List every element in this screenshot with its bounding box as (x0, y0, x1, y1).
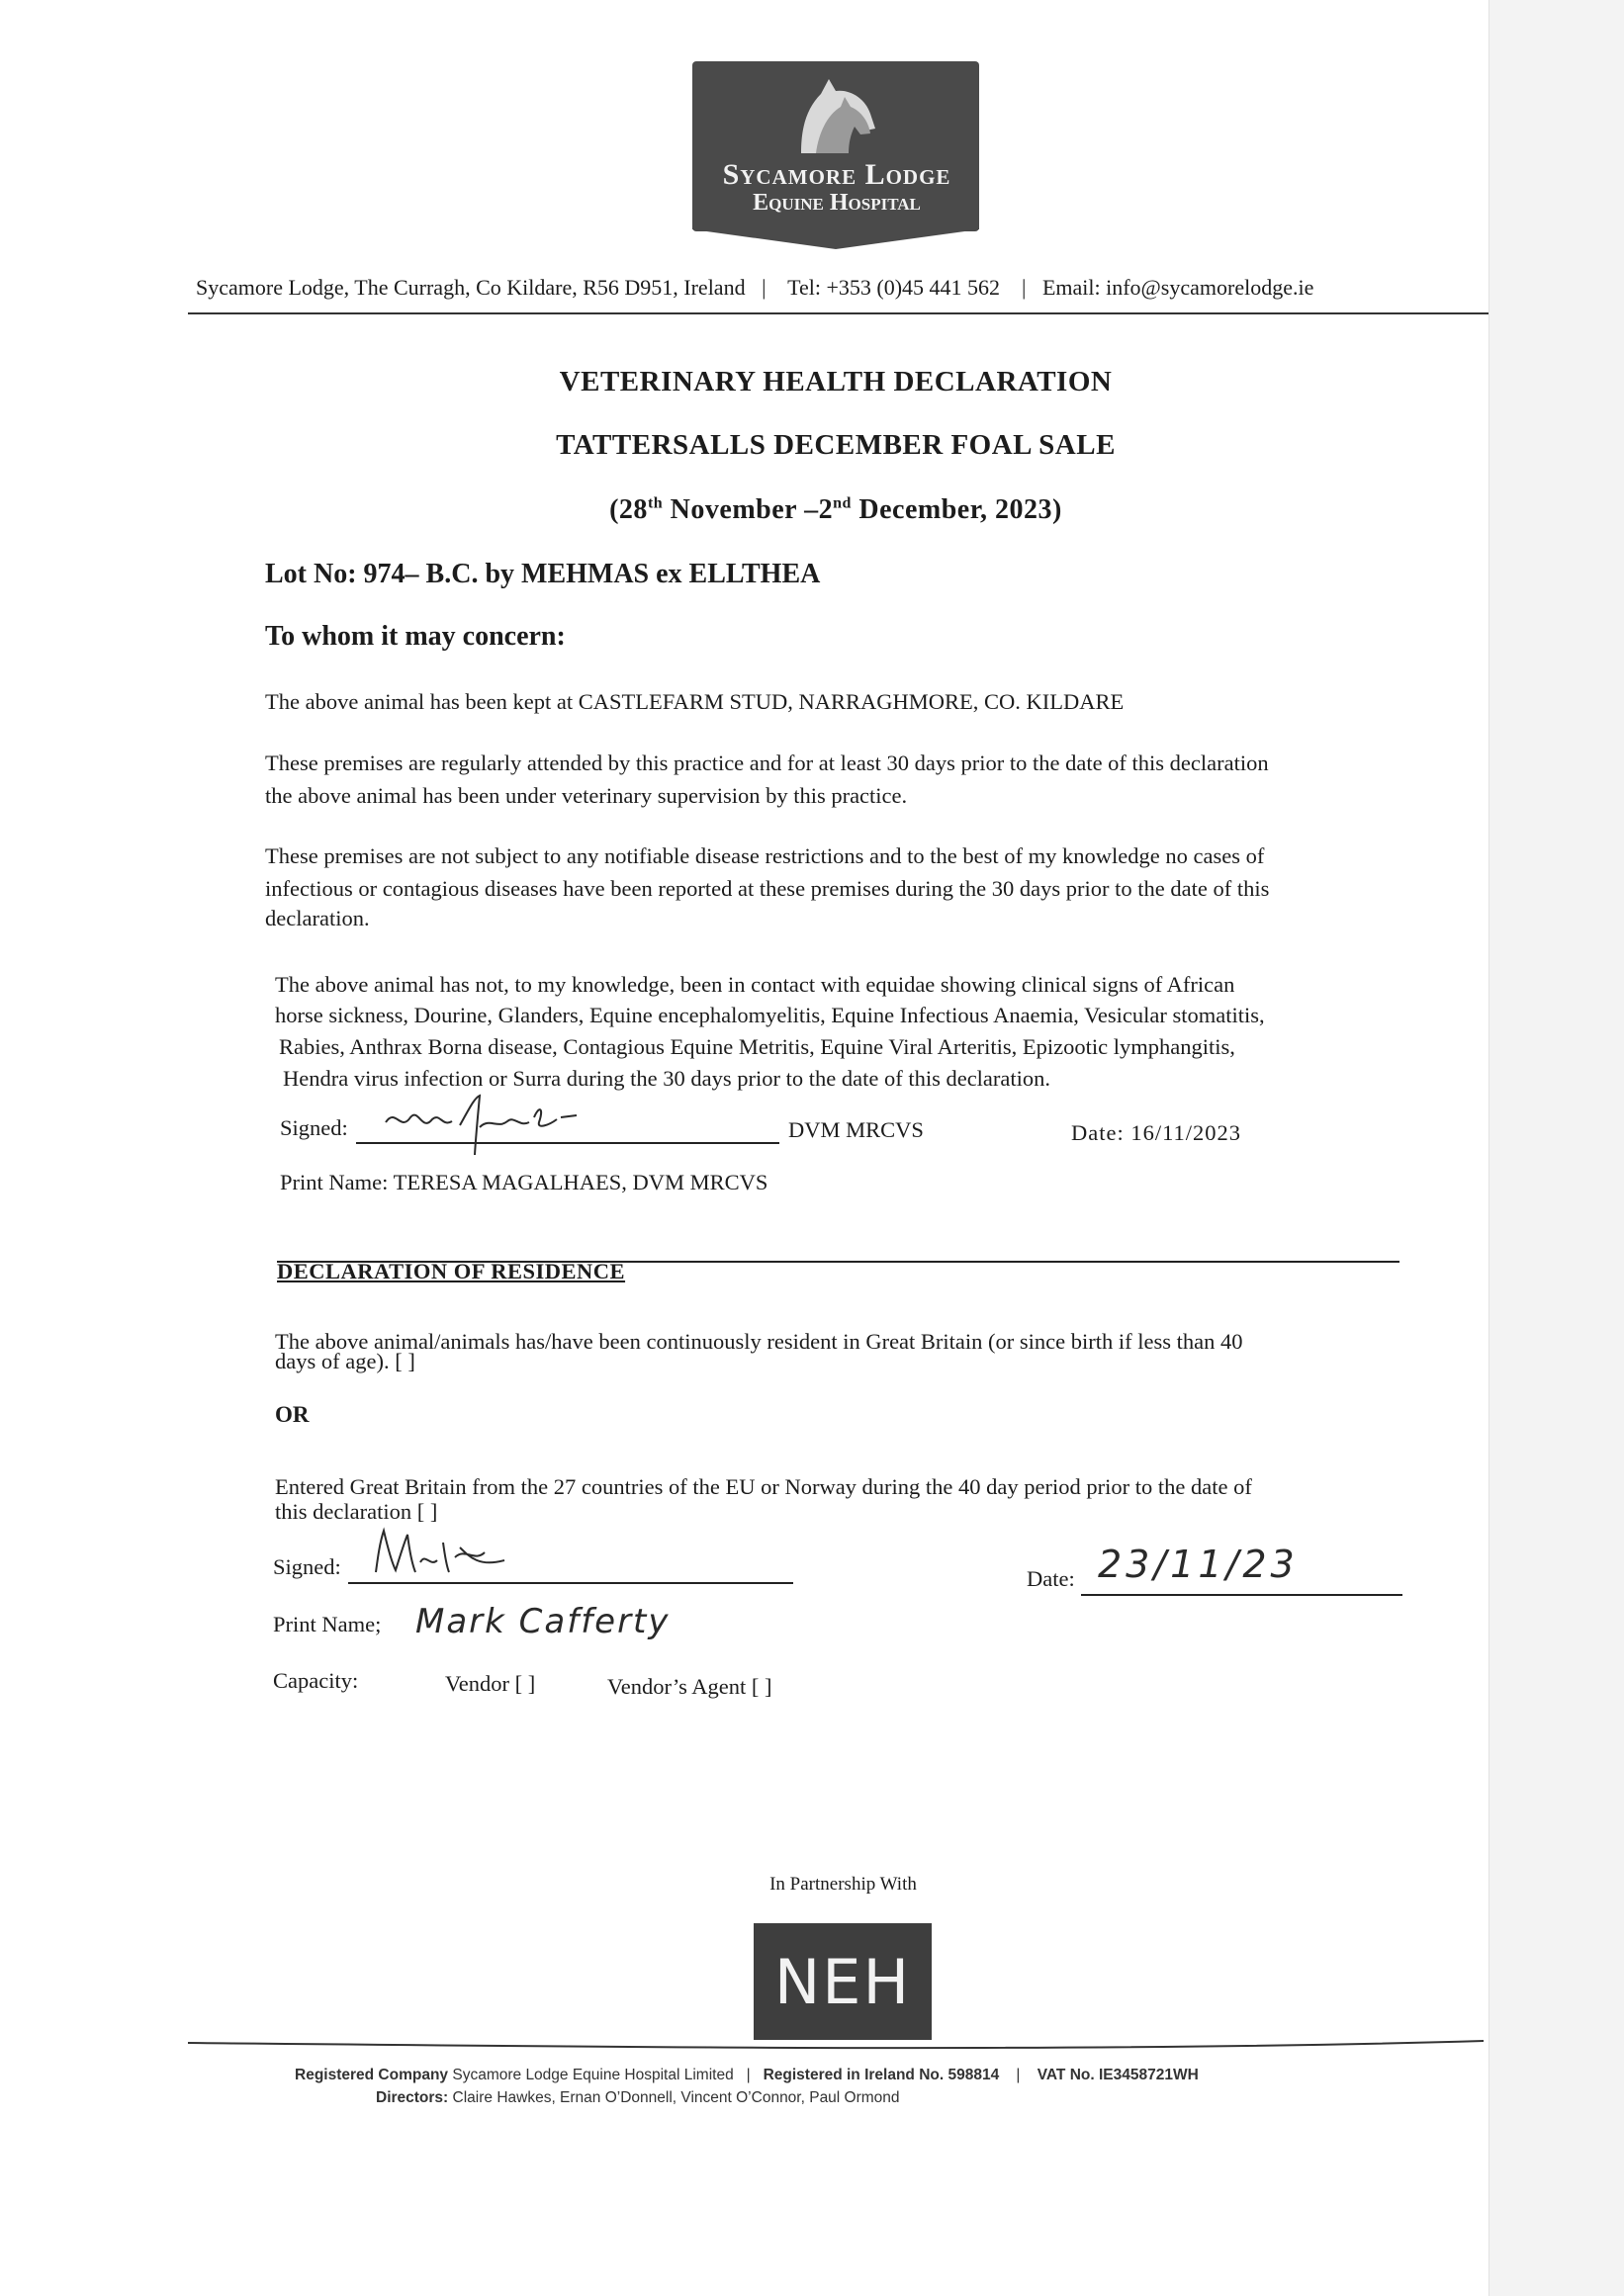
kept-statement: The above animal has been kept at CASTLEFARM STUD, NARRAGHMORE, CO. KILDARE (265, 689, 1125, 714)
paragraph-line: Hendra virus infection or Surra during the 30 days prior to the date of this declaration. (283, 1066, 1051, 1091)
vet-qualification: DVM MRCVS (788, 1117, 924, 1142)
footer-registration: Registered Company Sycamore Lodge Equine Hospital Limited | Registered in Ireland No. 598814 | VAT No. IE3458721WH (295, 2067, 1199, 2083)
date-line (1081, 1594, 1402, 1596)
neh-logo-text: NEH (773, 1946, 912, 2018)
signed-label: Signed: (280, 1115, 348, 1140)
capacity-label: Capacity: (273, 1668, 359, 1693)
vat-number: VAT No. IE3458721WH (1037, 2067, 1199, 2083)
separator: | (1005, 275, 1038, 300)
vet-signature-scribble (381, 1088, 588, 1157)
header-divider (188, 312, 1489, 314)
logo-subtitle: Equine Hospital (753, 190, 921, 216)
logo-banner-shape (692, 220, 979, 249)
signed-label: Signed: (273, 1554, 341, 1579)
vet-date (1071, 1120, 1241, 1146)
paragraph-line: declaration. (265, 906, 370, 930)
paragraph-line: horse sickness, Dourine, Glanders, Equine encephalomyelitis, Equine Infectious Anaemia, Vesicular stomatitis, (275, 1003, 1265, 1027)
paragraph-line: Entered Great Britain from the 27 countries of the EU or Norway during the 40 day period prior to the date of (275, 1474, 1252, 1499)
logo-title: Sycamore Lodge (722, 158, 951, 191)
paragraph-line: this declaration [ ] (275, 1499, 438, 1524)
lot-number: Lot No: 974– B.C. by MEHMAS ex ELLTHEA (265, 559, 821, 589)
paragraph-line: infectious or contagious diseases have been reported at these premises during the 30 days prior to the date of this (265, 876, 1270, 901)
sale-title: TATTERSALLS DECEMBER FOAL SALE (556, 429, 1116, 461)
partner-label: In Partnership With (769, 1874, 917, 1895)
date-label: Date: (1071, 1120, 1125, 1145)
horse-heads-icon (781, 69, 890, 158)
phone: Tel: +353 (0)45 441 562 (787, 275, 1001, 300)
date-value: 16/11/2023 (1130, 1120, 1242, 1145)
separator: | (751, 275, 782, 300)
paragraph-line: The above animal/animals has/have been continuously resident in Great Britain (or since birth if less than 40 (275, 1329, 1243, 1354)
paragraph-line: These premises are regularly attended by this practice and for at least 30 days prior to the date of this declaration (265, 751, 1269, 775)
vendor-checkbox: Vendor [ ] (445, 1671, 536, 1696)
date-label: Date: (1027, 1566, 1075, 1591)
reg-number: Registered in Ireland No. 598814 (763, 2067, 1000, 2083)
email: Email: info@sycamorelodge.ie (1041, 275, 1314, 300)
print-name-value: Mark Cafferty (415, 1602, 671, 1641)
registered-label: Registered Company (295, 2067, 449, 2083)
paragraph-line: Rabies, Anthrax Borna disease, Contagious Equine Metritis, Equine Viral Arteritis, Epizootic lymphangitis, (279, 1034, 1235, 1059)
paragraph-line: the above animal has been under veterinary supervision by this practice. (265, 783, 908, 808)
residence-date-value: 23/11/23 (1098, 1543, 1299, 1586)
signature-line (348, 1582, 793, 1584)
contact-line (196, 275, 1313, 301)
sale-dates: (28th November –2nd December, 2023) (609, 494, 1062, 525)
address: Sycamore Lodge, The Curragh, Co Kildare, R56 D951, Ireland (196, 275, 746, 300)
or-label: OR (275, 1402, 310, 1427)
vendor-signature-scribble (366, 1523, 514, 1582)
print-name-label: Print Name; (273, 1612, 382, 1636)
document-title: VETERINARY HEALTH DECLARATION (559, 366, 1113, 397)
salutation: To whom it may concern: (265, 621, 566, 652)
paragraph-line: These premises are not subject to any notifiable disease restrictions and to the best of my knowledge no cases of (265, 843, 1265, 868)
directors-list: Claire Hawkes, Ernan O’Donnell, Vincent O’Connor, Paul Ormond (452, 2089, 900, 2106)
residence-heading: DECLARATION OF RESIDENCE (277, 1259, 626, 1283)
footer-divider (188, 2037, 1484, 2057)
vet-print-name: Print Name: TERESA MAGALHAES, DVM MRCVS (280, 1170, 768, 1194)
paragraph-line: The above animal has not, to my knowledge, been in contact with equidae showing clinical signs of African (275, 972, 1235, 997)
directors-label: Directors: (376, 2089, 449, 2106)
vendor-agent-checkbox: Vendor’s Agent [ ] (607, 1674, 772, 1699)
scan-margin (1489, 0, 1624, 2296)
paragraph-line: days of age). [ ] (275, 1349, 415, 1373)
company-name: Sycamore Lodge Equine Hospital Limited (452, 2067, 734, 2083)
footer-directors (376, 2089, 900, 2107)
